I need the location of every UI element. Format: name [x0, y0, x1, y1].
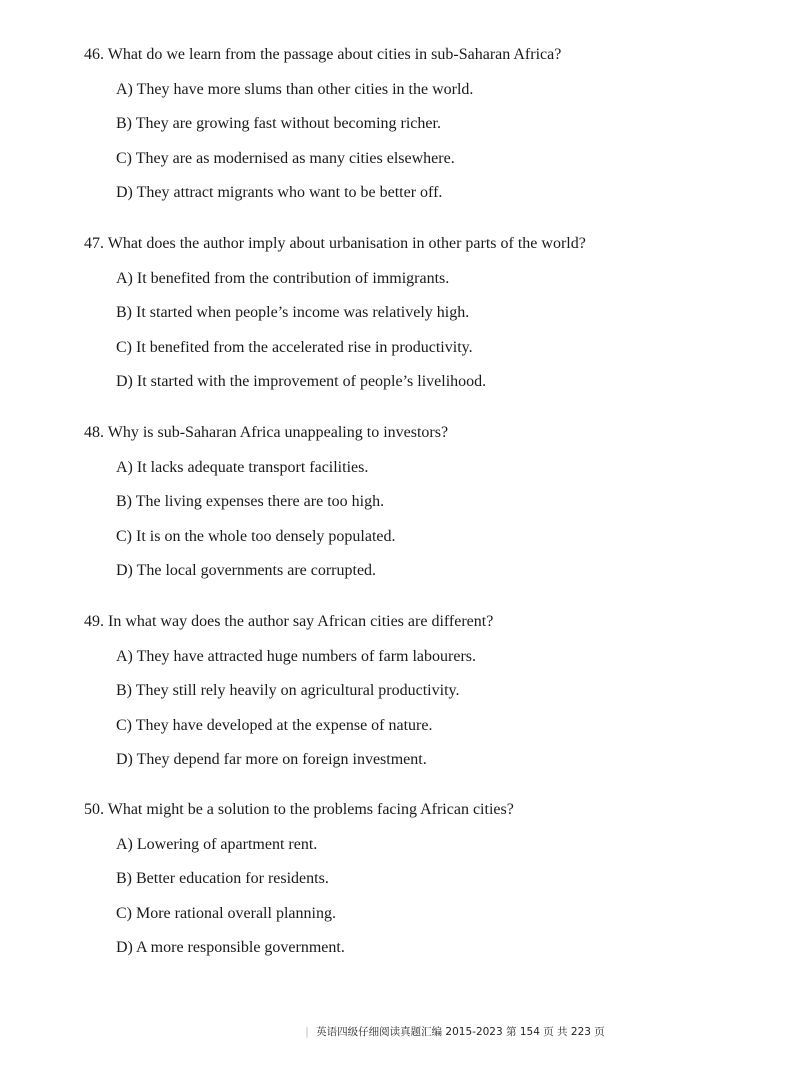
option-d: D) They depend far more on foreign investment.: [116, 751, 427, 769]
option-c: C) More rational overall planning.: [116, 904, 336, 922]
question-stem: 50. What might be a solution to the problems facing African cities?: [84, 801, 514, 818]
option-list: [84, 458, 774, 582]
option-d: D) It started with the improvement of people’s livelihood.: [116, 373, 487, 391]
option-a: A) They have more slums than other cities in the world.: [116, 80, 474, 98]
footer-text: 英语四级仔细阅读真题汇编 2015-2023 第 154 页 共 223 页: [316, 1026, 605, 1038]
question-49: [84, 612, 774, 770]
option-a: A) It benefited from the contribution of immigrants.: [116, 269, 450, 287]
option-b: B) Better education for residents.: [116, 870, 329, 888]
option-c: C) It benefited from the accelerated rise in productivity.: [116, 338, 473, 356]
page-footer: [0, 1024, 800, 1039]
option-c: C) It is on the whole too densely populated.: [116, 527, 396, 545]
question-48: [84, 423, 774, 581]
option-a: A) Lowering of apartment rent.: [116, 835, 318, 853]
option-b: B) They are growing fast without becoming richer.: [116, 115, 441, 133]
option-list: [84, 269, 774, 393]
option-list: [84, 835, 774, 959]
option-list: [84, 647, 774, 771]
option-a: A) It lacks adequate transport facilities.: [116, 458, 369, 476]
question-stem: 47. What does the author imply about urbanisation in other parts of the world?: [84, 235, 586, 252]
option-b: B) The living expenses there are too high.: [116, 493, 385, 511]
footer-mark: |: [305, 1026, 309, 1038]
option-d: D) They attract migrants who want to be better off.: [116, 184, 443, 202]
question-47: [84, 234, 774, 392]
option-a: A) They have attracted huge numbers of farm labourers.: [116, 647, 477, 665]
option-c: C) They are as modernised as many cities elsewhere.: [116, 149, 455, 167]
option-b: B) They still rely heavily on agricultural productivity.: [116, 682, 460, 700]
option-list: [84, 80, 774, 204]
option-d: D) A more responsible government.: [116, 939, 345, 957]
question-stem: 49. In what way does the author say African cities are different?: [84, 613, 494, 630]
option-c: C) They have developed at the expense of nature.: [116, 716, 433, 734]
question-stem: 46. What do we learn from the passage about cities in sub-Saharan Africa?: [84, 46, 562, 63]
question-46: [84, 45, 774, 203]
option-d: D) The local governments are corrupted.: [116, 562, 377, 580]
option-b: B) It started when people’s income was relatively high.: [116, 304, 470, 322]
question-50: [84, 800, 774, 958]
question-stem: 48. Why is sub-Saharan Africa unappealing to investors?: [84, 424, 449, 441]
